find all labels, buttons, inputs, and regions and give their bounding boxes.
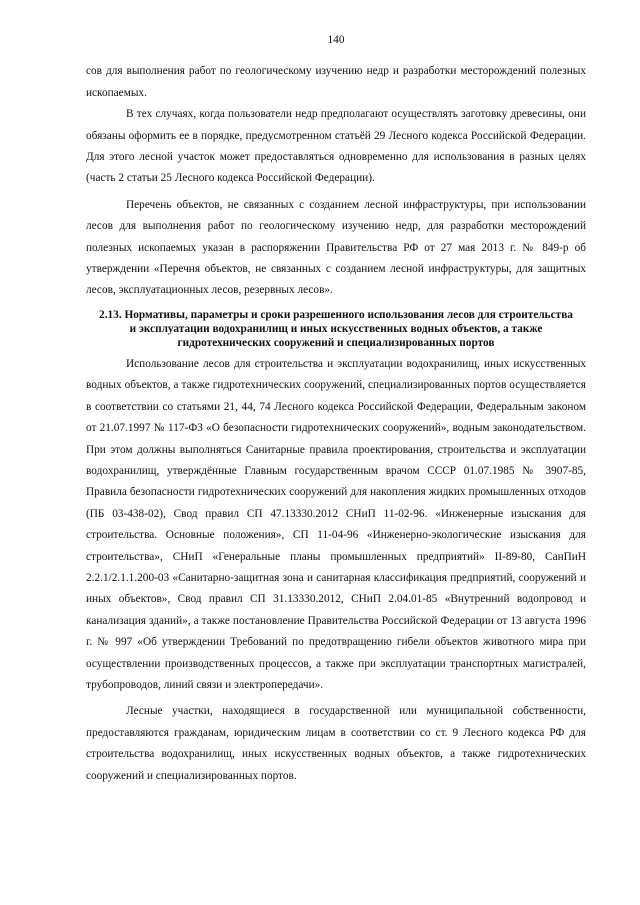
page-number: 140: [327, 34, 345, 46]
paragraph-forest-plots: Лесные участки, находящиеся в государственной или муниципальной собственности, предоставляются гражданам, юридическим лицам в соответствии со ст. 9 Лесного кодекса РФ для строительства водохранилищ, иных искусственных водных объектов, а также гидротехнических сооружений и специализированных портов.: [86, 705, 586, 782]
paragraph-reservoirs-use: Использование лесов для строительства и эксплуатации водохранилищ, иных искусственных водных объектов, а также гидротехнических сооружений, специализированных портов осуществляется в соответствии со статьями 21, 44, 74 Лесного кодекса Российской Федерации, Федеральным законом от 21.07.1997 № 117-ФЗ «О безопасности гидротехнических сооружений», водным законодательством. При этом должны выполняться Санитарные правила проектирования, строительства и эксплуатации водохранилищ, утверждённые Главным государственным врачом СССР 01.07.1985 № 3907-85, Правила безопасности гидротехнических сооружений для накопления жидких промышленных отходов (ПБ 03-438-02), Свод правил СП 47.13330.2012 СНиП 11-02-96. «Инженерные изыскания для строительства. Основные положения», СП 11-04-96 «Инженерно-экологические изыскания для строительства», СНиП «Генеральные планы промышленных предприятий» II-89-80, СанПиН 2.2.1/2.1.1.200-03 «Санитарно-защитная зона и санитарная классификация предприятий, сооружений и иных объектов», Свод правил СП 31.13330.2012, СНиП 2.04.01-85 «Внутренний водопровод и канализация зданий», а также постановление Правительства Российской Федерации от 13 августа 1996 г. № 997 «Об утверждении Требований по предотвращению гибели объектов животного мира при осуществлении производственных процессов, а также при эксплуатации транспортных магистралей, трубопроводов, линий связи и электропередачи».: [86, 357, 586, 691]
paragraph-objects-list: Перечень объектов, не связанных с созданием лесной инфраструктуры, при использовании лесов для выполнения работ по геологическому изучению недр, для разработки месторождений полезных ископаемых указан в распоряжении Правительства РФ от 27 мая 2013 г. № 849-р об утверждении «Перечня объектов, не связанных с созданием лесной инфраструктуры, для защитных лесов, эксплуатационных лесов, резервных лесов».: [86, 198, 586, 297]
section-heading-2-13: 2.13. Нормативы, параметры и сроки разрешенного использования лесов для строительства и эксплуатации водохранилищ и иных искусственных водных объектов, а также гидротехнических сооружений и специализированных портов: [99, 308, 573, 349]
paragraph-timber-harvesting: В тех случаях, когда пользователи недр предполагают осуществлять заготовку древесины, они обязаны оформить ее в порядке, предусмотренном статьёй 29 Лесного кодекса Российской Федерации. Для этого лесной участок может предоставляться одновременно для использования в разных целях (часть 2 статьи 25 Лесного кодекса Российской Федерации).: [86, 108, 586, 185]
paragraph-continuation: сов для выполнения работ по геологическому изучению недр и разработки месторождений полезных ископаемых.: [86, 65, 586, 99]
